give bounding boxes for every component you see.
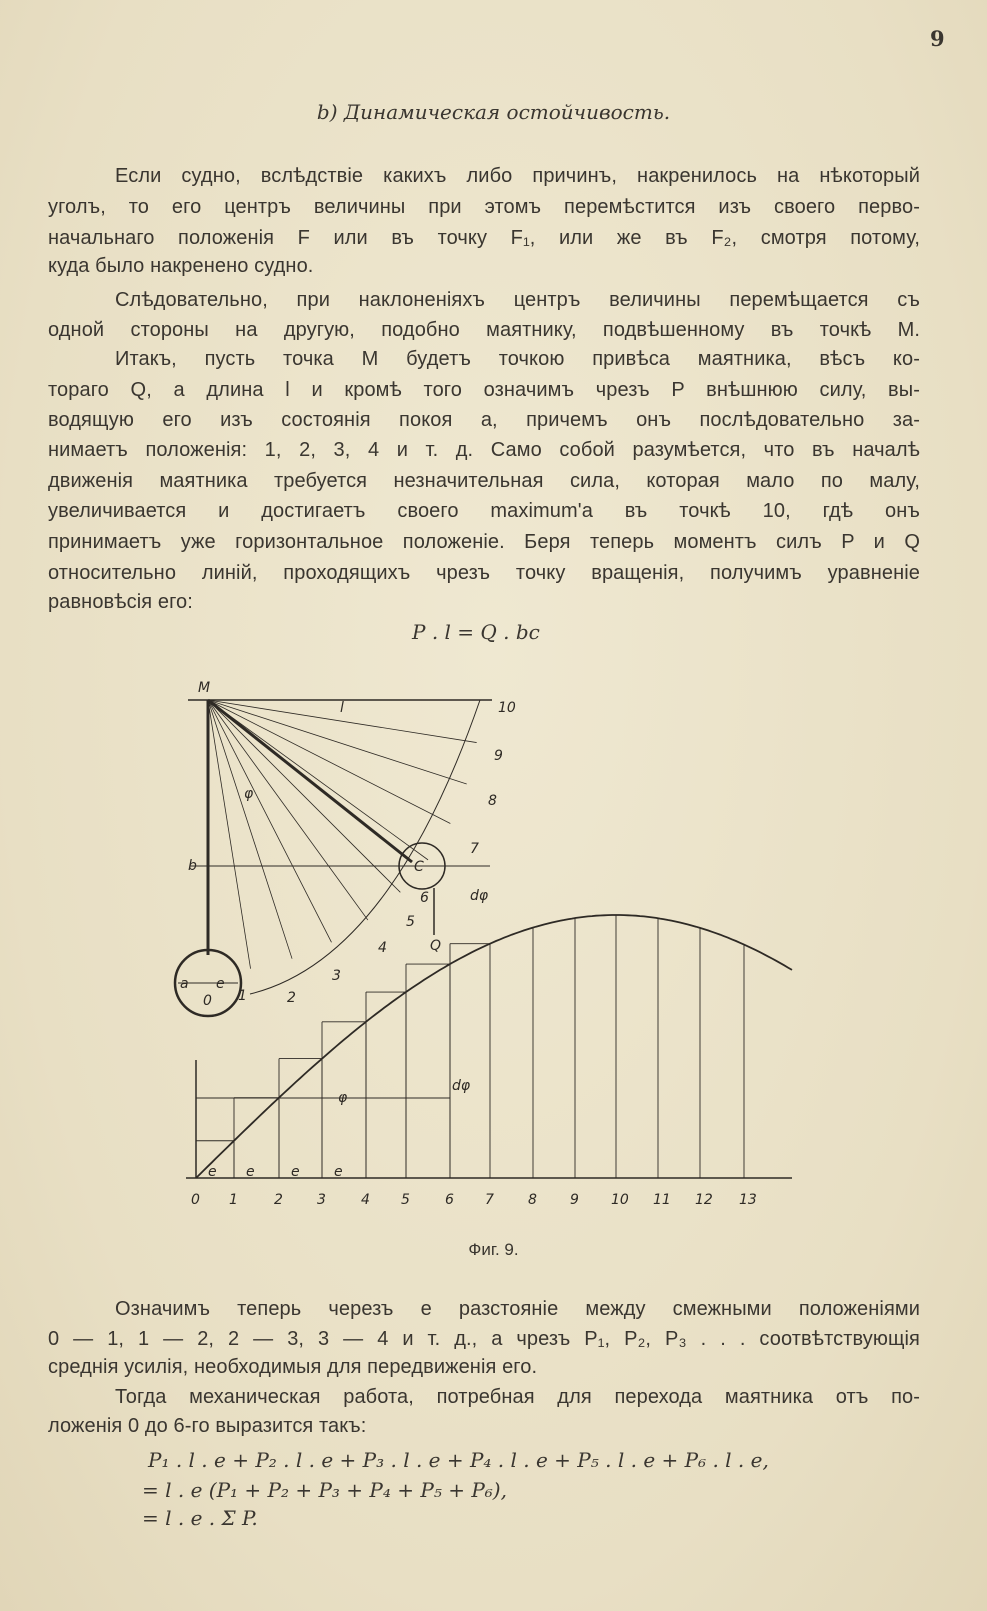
- pendulum-rod: [208, 700, 412, 862]
- arc-label-8: 8: [488, 793, 497, 809]
- label-Q: Q: [430, 938, 442, 954]
- axis-tick-label-0: 0: [191, 1192, 200, 1208]
- axis-tick-label-9: 9: [570, 1192, 579, 1208]
- arc-label-3: 3: [332, 968, 341, 984]
- arc-label-6: 6: [420, 890, 429, 906]
- pendulum-ray-8: [208, 700, 467, 784]
- text-line: Слѣдовательно, при наклоненіяхъ центръ величины перемѣщается съ: [115, 289, 920, 311]
- arc-label-7: 7: [470, 841, 479, 857]
- arc-label-9: 9: [494, 748, 503, 764]
- text-line: ложенія 0 до 6-го выразится такъ:: [48, 1415, 367, 1437]
- axis-tick-label-13: 13: [739, 1192, 757, 1208]
- label-dphi-axis: dφ: [452, 1078, 471, 1094]
- label-e-axis-0: e: [208, 1164, 217, 1180]
- label-b: b: [188, 858, 197, 874]
- text-line: нимаетъ положенія: 1, 2, 3, 4 и т. д. Само собой разумѣется, что въ началѣ: [48, 439, 920, 461]
- text-line: принимаетъ уже горизонтальное положеніе. Беря теперь моментъ силъ P и Q: [48, 531, 920, 553]
- axis-tick-label-11: 11: [653, 1192, 671, 1208]
- text-line: Тогда механическая работа, потребная для перехода маятника отъ по-: [115, 1386, 920, 1408]
- equation-line: = l . e . Σ P.: [142, 1506, 258, 1530]
- axis-tick-label-7: 7: [485, 1192, 494, 1208]
- arc-label-2: 2: [287, 990, 296, 1006]
- text-line: Означимъ теперь черезъ e разстояніе между смежными положеніями: [115, 1298, 920, 1320]
- pendulum-ray-1: [208, 700, 251, 969]
- label-e-axis-3: e: [334, 1164, 343, 1180]
- axis-tick-label-2: 2: [274, 1192, 283, 1208]
- label-dphi: dφ: [470, 888, 489, 904]
- axis-tick-label-8: 8: [528, 1192, 537, 1208]
- label-e-axis-1: e: [246, 1164, 255, 1180]
- arc-label-0: 0: [203, 993, 212, 1009]
- pendulum-ray-5: [208, 700, 400, 892]
- text-line: Итакъ, пусть точка M будетъ точкою привѣса маятника, вѣсъ ко-: [115, 348, 920, 370]
- equation-line: = l . e (P₁ + P₂ + P₃ + P₄ + P₅ + P₆),: [142, 1478, 507, 1502]
- text-line: тораго Q, а длина l и кромѣ того означимъ чрезъ P внѣшнюю силу, вы-: [48, 379, 920, 401]
- label-C: C: [414, 859, 424, 875]
- equation-line: P₁ . l . e + P₂ . l . e + P₃ . l . e + P₄ . l . e + P₅ . l . e + P₆ . l . e,: [148, 1448, 769, 1472]
- work-curve: [196, 915, 792, 1178]
- text-line: одной стороны на другую, подобно маятнику, подвѣшенному въ точкѣ M.: [48, 319, 920, 341]
- text-line: начальнаго положенія F или въ точку F₁, или же въ F₂, смотря потому,: [48, 227, 920, 249]
- axis-tick-label-5: 5: [401, 1192, 410, 1208]
- label-l: l: [340, 700, 344, 716]
- text-line: уголъ, то его центръ величины при этомъ перемѣстится изъ своего перво-: [48, 196, 920, 218]
- text-line: относительно линій, проходящихъ чрезъ точку вращенія, получимъ уравненіе: [48, 562, 920, 584]
- arc-label-4: 4: [378, 940, 387, 956]
- label-e: e: [216, 976, 225, 992]
- arc-label-1: 1: [238, 988, 247, 1004]
- pendulum-ray-4: [208, 700, 368, 920]
- pendulum-ray-6: [208, 700, 428, 860]
- figure-caption: Фиг. 9.: [468, 1240, 519, 1259]
- label-M: M: [198, 680, 211, 696]
- label-a: a: [180, 976, 189, 992]
- text-line: среднія усилія, необходимыя для передвиженія его.: [48, 1356, 538, 1378]
- pendulum-arc: [250, 700, 480, 994]
- text-line: равновѣсія его:: [48, 591, 193, 613]
- axis-tick-label-1: 1: [229, 1192, 238, 1208]
- label-e-axis-2: e: [291, 1164, 300, 1180]
- pendulum-ray-3: [208, 700, 331, 942]
- axis-tick-label-3: 3: [317, 1192, 326, 1208]
- text-line: увеличивается и достигаетъ своего maximum'a въ точкѣ 10, гдѣ онъ: [48, 500, 920, 522]
- text-line: движенія маятника требуется незначительная сила, которая мало по малу,: [48, 470, 920, 492]
- axis-tick-label-10: 10: [611, 1192, 629, 1208]
- arc-label-10: 10: [498, 700, 516, 716]
- label-phi: φ: [244, 786, 254, 802]
- text-line: водящую его изъ состоянія покоя a, причемъ онъ послѣдовательно за-: [48, 409, 920, 431]
- equilibrium-equation: P . l = Q . bc: [412, 620, 540, 644]
- arc-label-5: 5: [406, 914, 415, 930]
- text-line: 0 — 1, 1 — 2, 2 — 3, 3 — 4 и т. д., а чрезъ P₁, P₂, P₃ . . . соотвѣтствующія: [48, 1328, 920, 1350]
- text-line: Если судно, вслѣдствіе какихъ либо причинъ, накренилось на нѣкоторый: [115, 165, 920, 187]
- pendulum-ray-7: [208, 700, 450, 823]
- text-line: куда было накренено судно.: [48, 255, 314, 277]
- section-heading: b) Динамическая остойчивость.: [316, 100, 671, 124]
- pendulum-ray-2: [208, 700, 292, 959]
- axis-tick-label-4: 4: [361, 1192, 370, 1208]
- label-phi-axis: φ: [338, 1090, 348, 1106]
- axis-tick-label-6: 6: [445, 1192, 454, 1208]
- axis-tick-label-12: 12: [695, 1192, 713, 1208]
- page-number: 9: [930, 26, 945, 51]
